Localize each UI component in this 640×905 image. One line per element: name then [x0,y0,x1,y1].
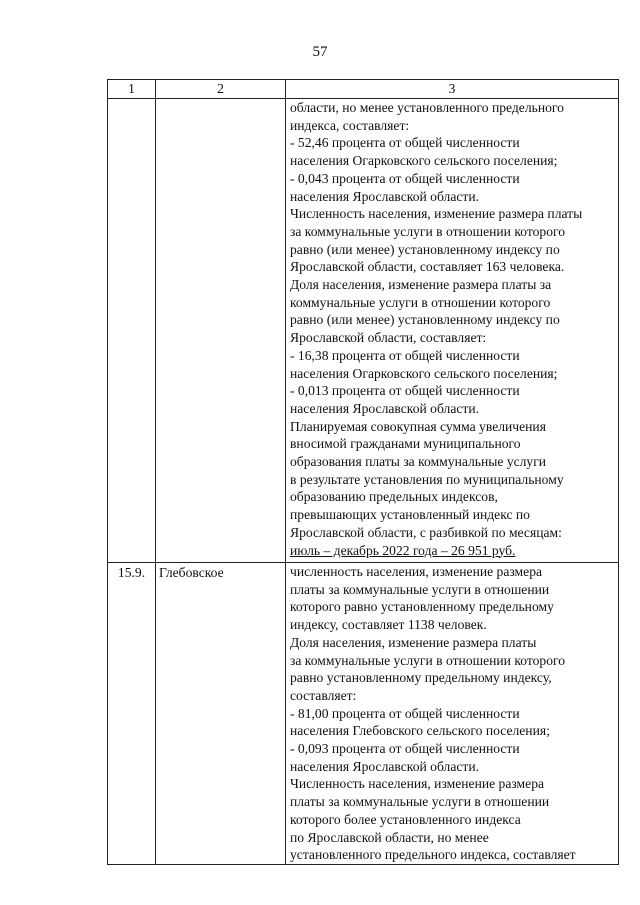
row-description [286,99,619,563]
header-col-3: 3 [286,80,619,99]
description-line: Численность населения, изменение размера [290,776,545,792]
description-line: превышающих установленный индекс по [290,507,530,523]
description-line: платы за коммунальные услуги в отношении [290,581,550,597]
description-line: коммунальные услуги в отношении которого [290,294,551,310]
description-line: платы за коммунальные услуги в отношении [290,794,550,810]
description-line: составляет: [290,687,357,703]
description-line: индексу, составляет 1138 человек. [290,617,487,633]
municipality-name: Глебовское [156,563,286,865]
table-row [108,563,619,865]
description-line: в результате установления по муниципальному [290,471,564,487]
table-row [108,99,619,563]
municipality-name [156,99,286,563]
description-line: населения Огарковского сельского поселения; [290,153,558,169]
description-line: Численность населения, изменение размера платы [290,206,583,222]
description-line: равно установленному предельному индексу, [290,670,552,686]
description-line: численность населения, изменение размера [290,564,543,579]
description-line: - 16,38 процента от общей численности [290,347,520,363]
description-line: области, но менее установленного предельного [290,100,564,115]
description-line: за коммунальные услуги в отношении которого [290,652,566,668]
description-line: июль – декабрь 2022 года – 26 951 руб. [290,542,516,558]
description-line: населения Огарковского сельского поселения; [290,365,558,381]
description-line: Ярославской области, с разбивкой по месяцам: [290,524,562,540]
description-line: индекса, составляет: [290,117,410,133]
description-line: которого более установленного индекса [290,811,521,827]
row-number [108,99,156,563]
table-header-row [108,80,619,99]
row-description [286,563,619,865]
header-col-1: 1 [108,80,156,99]
description-line: - 0,093 процента от общей численности [290,741,520,757]
description-line: вносимой гражданами муниципального [290,436,521,452]
page-number: 57 [312,44,328,60]
description-line: Ярославской области, составляет 163 человека. [290,259,565,275]
description-line: равно (или менее) установленному индексу по [290,241,560,257]
description-line: населения Ярославской области. [290,400,480,416]
description-line: - 81,00 процента от общей численности [290,705,520,721]
description-line: Ярославской области, составляет: [290,330,487,346]
description-line: населения Ярославской области. [290,188,480,204]
row-number: 15.9. [108,563,156,865]
description-line: населения Ярославской области. [290,758,480,774]
description-line: населения Глебовского сельского поселения; [290,723,550,739]
indices-table [107,79,619,865]
description-line: Доля населения, изменение размера платы [290,634,537,650]
description-line: Доля населения, изменение размера платы за [290,277,552,293]
description-line: образования платы за коммунальные услуги [290,454,547,470]
description-line: равно (или менее) установленному индексу по [290,312,560,328]
description-line: установленного предельного индекса, составляет [290,847,576,863]
header-col-2: 2 [156,80,286,99]
description-line: Планируемая совокупная сумма увеличения [290,418,546,434]
description-line: которого равно установленному предельному [290,599,554,615]
description-line: по Ярославской области, но менее [290,829,489,845]
description-line: - 0,013 процента от общей численности [290,383,520,399]
description-line: - 0,043 процента от общей численности [290,170,520,186]
description-line: за коммунальные услуги в отношении которого [290,223,566,239]
description-line: образованию предельных индексов, [290,489,498,505]
description-line: - 52,46 процента от общей численности [290,135,520,151]
